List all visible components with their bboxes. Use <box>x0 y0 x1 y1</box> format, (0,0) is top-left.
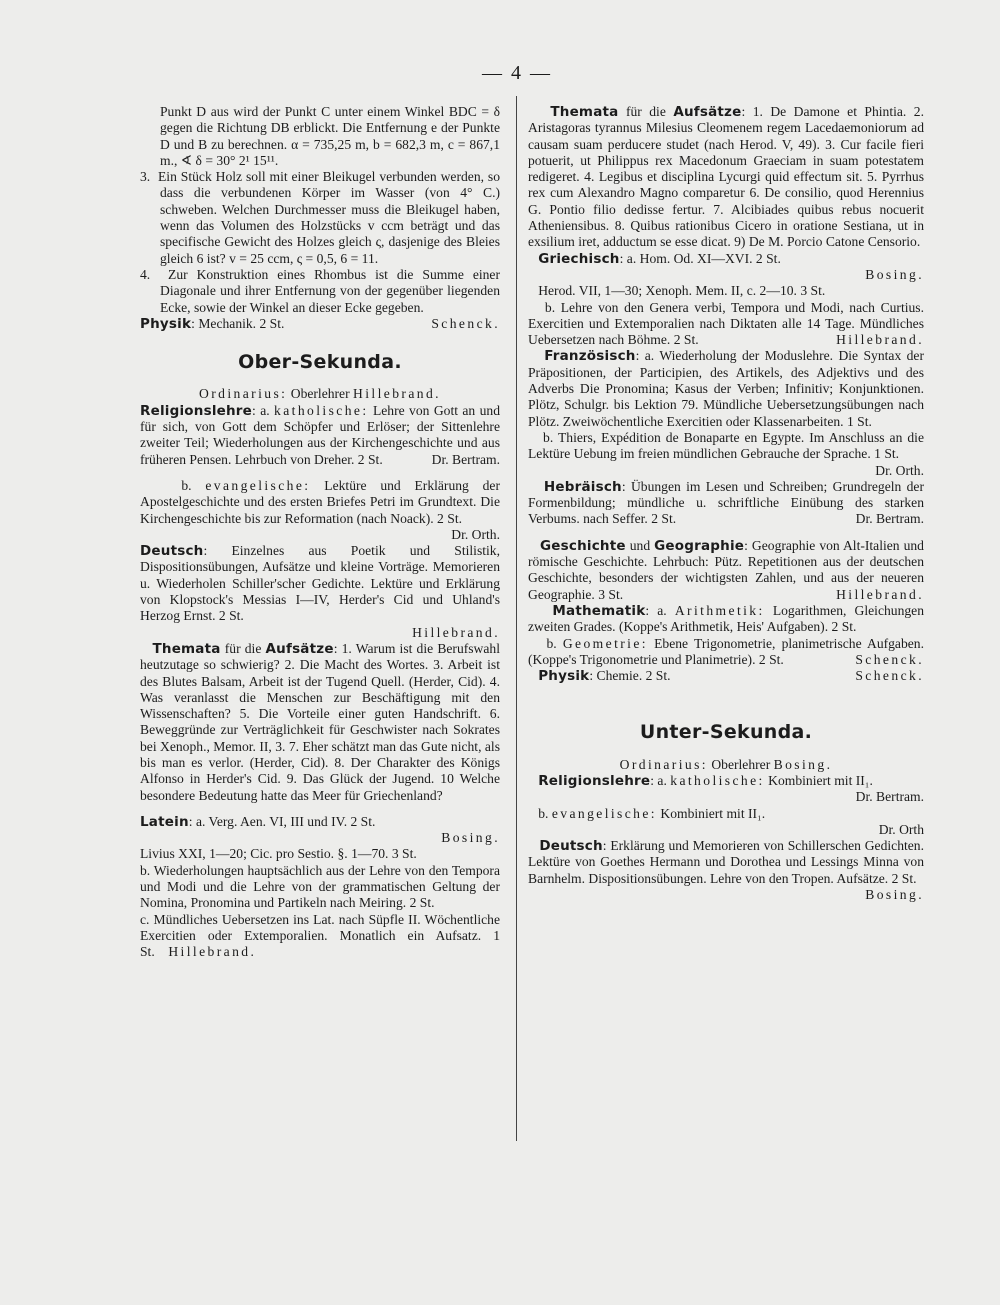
latein-teacher: Bosing. <box>441 830 500 846</box>
themata: Themata für die Aufsätze: 1. Warum ist die Berufswahl heutzutage so schwierig? 2. Die Macht des Wortes. 3. Arbeit ist des Blutes Balsam, Arbeit ist der Tugend Quell. (Herder, Cid). 4. Was veranlasst die Menschen zur Beschäftigung mit den Wissenschaften? 5. Die Vorteile einer guten Handschrift. 6. Beweggründe zur Verträglichkeit für Geschwister nach Sokrates bei Xenoph., Memor. II, 3. 7. Eher schätzt man das Gute nicht, als bis man es verlor. (Herder, Cid). 8. Der Charakter des Königs Alfonso in Herder's Cid. 9. Das Glück der Jugend. 10 Welche besondere Bedeutung hatte das Meer für Griechenland? <box>140 640 500 803</box>
deutsch-heading-right: Deutsch <box>539 838 603 855</box>
religion-a-right: Religionslehre: a. katholische: Kombiniert mit II₁. Dr. Bertram. <box>538 772 924 805</box>
ober-sekunda-title: Ober-Sekunda. <box>238 351 402 374</box>
latein-c: c. Mündliches Uebersetzen ins Lat. nach Süpfle II. Wöchentliche Exercitien oder Extemporalien. Monatlich ein Aufsatz. 1 St. Hillebrand. <box>140 911 500 960</box>
latein-heading: Latein <box>140 813 189 830</box>
deutsch-heading: Deutsch <box>140 543 204 560</box>
deutsch-right: Deutsch: Erklärung und Memorieren von Schillerschen Gedichten. Lektüre von Goethes Hermann und Dorothea und Lessings Minna von Barnhelm. Dispositionsübungen. Lehre von den Tropen. Aufsätze. 2 St. Bosing. <box>528 838 924 903</box>
religion-heading: Religionslehre <box>140 402 253 419</box>
physik-heading-right: Physik <box>538 668 590 685</box>
mathematik-b: b. Geometrie: Ebene Trigonometrie, planimetrische Aufgaben. (Koppe's Trigonometrie und Planimetrie). 2 St. Schenck. <box>528 635 924 667</box>
physik-teacher: Schenck. <box>431 315 500 331</box>
religion-a: Religionslehre: a. katholische: Lehre von Gott an und für sich, von Gott dem Schöpfer und Erlöser; der Sittenlehre zweiter Teil; Wiederholungen aus der Kirchengeschichte und aus früheren Pensen. Lehrbuch von Dreher. 2 St. Dr. Bertram. <box>140 402 501 467</box>
franzoesisch: Französisch: a. Wiederholung der Moduslehre. Die Syntax der Präpositionen, der Participien, des Artikels, des Adjektivs und des Adverbs Die Pronomina; Kasus der Verben; Infinitiv; Konjunktionen. Plötz, Schulgr. bis Lektion 79. Mündliche Uebersetzungsübungen nach Plötz. Zweiwöchentliche Exercitien oder Klassenarbeiten. 1 St. <box>528 348 924 429</box>
left-column <box>140 104 500 961</box>
ordinarius-line: Ordinarius: Oberlehrer Hillebrand. <box>199 386 441 402</box>
latein-b: b. Wiederholungen hauptsächlich aus der Lehre von den Tempora und Modi und die Lehre von der grammatischen Geltung der Nomina, Pronomina und Partikeln nach Meiring. 2 St. <box>140 862 500 911</box>
page-number: — 4 — <box>482 62 552 84</box>
griechisch: Griechisch: a. Hom. Od. XI—XVI. 2 St. <box>538 250 781 267</box>
latein-a2: Livius XXI, 1—20; Cic. pro Sestio. §. 1—70. 3 St. <box>140 846 417 862</box>
deutsch-teacher: Hillebrand. <box>412 624 500 640</box>
franzoesisch-heading: Französisch <box>544 348 636 365</box>
hebraeisch: Hebräisch: Übungen im Lesen und Schreiben; Grundregeln der Formenbildung; mündliche u. schriftliche Einübung des starken Verbums. nach Seffer. 2 St. Dr. Bertram. <box>528 478 924 527</box>
hebraeisch-heading: Hebräisch <box>543 478 622 495</box>
themata-latin: Themata für die Aufsätze: 1. De Damone et Phintia. 2. Aristagoras tyrannus Milesius Cleomenem regem Lacedaemoniorum ad causam suam perducere studet (nach Herod. V, 49). 3. Cur facile fieri potuerit, ut Philippus rex Macedonum Graeciam in suam potestatem redigeret. 4. Legibus et disciplina Lycurgi quid effectum sit. 5. Pyrrhus rex cum Alexandro Magno comparetur 6. De consilio, quod Herennius G. Pontio filio dedisse fertur. 7. Alcibiades quibus rebus nocuerit Atheniensibus. 8. Quibus rationibus Cicero in oratione Sestiana, ut in exsilium iret, adductum se esse dicat. 9) De M. Porcio Catone Censorio. <box>528 104 924 250</box>
griechisch-a2: Herod. VII, 1—30; Xenoph. Mem. II, c. 2—10. 3 St. <box>538 283 826 299</box>
deutsch: Deutsch: Einzelnes aus Poetik und Stilistik, Dispositionsübungen, Aufsätze und kleine Vorträge. Memorieren u. Wiederholen Schiller'scher Gedichte. Lektüre und Erklärung von Klopstock's Messias I—IV, Herder's Cid und Uhland's Herzog Ernst. 2 St. <box>140 543 500 624</box>
griechisch-b: b. Lehre von den Genera verbi, Tempora und Modi, nach Curtius. Exercitien und Extemporalien nach Diktaten alle 14 Tage. Mündliches Uebersetzen nach Böhme. 2 St. Hillebrand. <box>528 299 924 348</box>
physik-line-right: Physik: Chemie. 2 St. Schenck. <box>538 668 924 685</box>
task-4: 4. Zur Konstruktion eines Rhombus ist die Summe einer Diagonale und ihrer Entfernung von der gegenüber liegenden Ecke, sowie der Winkel an dieser Ecke gegeben. <box>140 266 500 315</box>
ordinarius-line-right: Ordinarius: Oberlehrer Bosing. <box>619 756 833 772</box>
unter-sekunda-title: Unter-Sekunda. <box>639 721 813 744</box>
task-3: 3. Ein Stück Holz soll mit einer Bleikugel verbunden werden, so dass die verbundenen Körper im Wasser (von 4° C.) schweben. Welchen Durchmesser muss die Bleikugel haben, wenn das Volumen des Holzstücks v ccm beträgt und das specifische Gewicht des Holzes gleich ς, dasjenige des Bleies gleich 6 ist? v = 25 ccm, ς = 0,5, 6 = 11. <box>140 169 500 266</box>
physik-line: Physik: Mechanik. 2 St. Schenck. <box>140 315 500 332</box>
griechisch-teacher: Bosing. <box>865 266 924 282</box>
column-divider <box>516 96 517 1141</box>
mathematik-a: Mathematik: a. Arithmetik: Logarithmen, Gleichungen zweiten Grades. (Koppe's Arithmetik, Heis' Aufgaben). 2 St. <box>528 602 925 635</box>
griechisch-heading: Griechisch <box>538 250 620 267</box>
franzoesisch-b: b. Thiers, Expédition de Bonaparte en Egypte. Im Anschluss an die Lektüre Uebung im freien mündlichen Gebrauche der Sprache. 1 St. Dr. Orth. <box>528 429 924 478</box>
religion-b-right: b. evangelische: Kombiniert mit II₁. <box>538 805 766 821</box>
religion-b: b. evangelische: Lektüre und Erklärung der Apostelgeschichte und des ersten Briefes Petri im Grundtext. Die Kirchengeschichte bis zur Reformation (nach Noack). 2 St. Dr. Orth. <box>140 477 500 542</box>
geschichte: Geschichte und Geographie: Geographie von Alt-Italien und römische Geschichte. Lehrbuch: Pütz. Repetitionen aus der deutschen Geschichte, besonders der wichtigsten Zahlen, und aus der neueren Geographie. 3 St. Hillebrand. <box>528 537 924 602</box>
mathematik-heading: Mathematik <box>552 602 646 619</box>
physik-heading: Physik <box>140 315 192 332</box>
task-2-continuation: Punkt D aus wird der Punkt C unter einem Winkel BDC = δ gegen die Richtung DB erblickt. Die Entfernung e der Punkte D und B zu berechnen. α = 735,25 m, b = 682,3 m, c = 867,1 m., ∢ δ = 30° 2¹ 15¹¹. <box>160 104 500 168</box>
religion-heading-right: Religionslehre <box>538 772 651 789</box>
right-column <box>528 104 924 903</box>
religion-b-teacher-right: Dr. Orth <box>878 821 924 837</box>
latein: Latein: a. Verg. Aen. VI, III und IV. 2 St. <box>140 813 376 830</box>
